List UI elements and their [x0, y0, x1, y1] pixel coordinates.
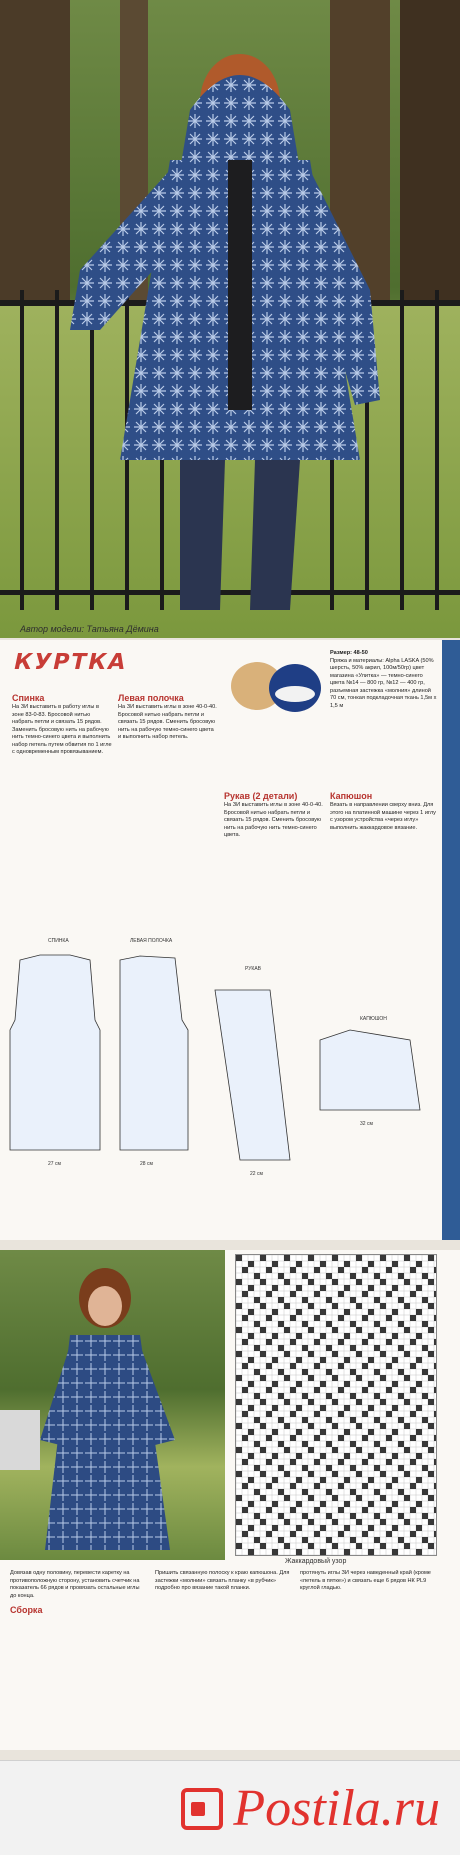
- yarn-image: [225, 648, 325, 718]
- diagram-back-width: 27 см: [48, 1161, 61, 1167]
- diagram-back-label: СПИНКА: [48, 938, 69, 944]
- author-line: Автор модели: Татьяна Дёмина: [20, 624, 159, 634]
- footer-brand: Postila.ru: [233, 1780, 440, 1837]
- page-title: КУРТКА: [11, 650, 130, 675]
- pattern-page: [0, 640, 460, 1240]
- diagram-front-width: 28 см: [140, 1161, 153, 1167]
- diagram-front-label: ЛЕВАЯ ПОЛОЧКА: [130, 938, 173, 944]
- model-figure: [60, 40, 390, 620]
- yarn-materials: Размер: 48-50 Пряжа и материалы: Alpha LASKA (50% шерсть, 50% акрил, 100м/50гр) цвет магазина «Улитка» — темно-синего цвета №14 — 800 гр, №12 — 400 гр, разъемная застежка «молния» длиной 70 см, тонкая подкладочная ткань 1,5м х 1,5 м: [330, 650, 437, 709]
- diagram-hood-width: 32 см: [360, 1121, 373, 1127]
- text-right: протянуть иглы ЗИ через наведенный край (кроме «петель в пятке») и связать еще 6 рядов НК PL9 круглой гладью.: [300, 1570, 431, 1592]
- footer-watermark: [0, 1760, 460, 1855]
- column-sleeve: Рукав (2 детали) На ЗИ выставить иглы в зоне 40-0-40. Бросовой нитью набрать петли и связать 15 рядов. Сменить бросовую нить на рабочую нить темно-синего цвета.: [224, 791, 323, 839]
- text-left: Довязав одну половину, перевести каретку на противоположную сторону, установить счетчик на показатель 66 рядов и провязать остальные иглы до конца. Сборка: [10, 1570, 145, 1616]
- postila-logo-icon: [181, 1788, 223, 1830]
- assembly-title: Сборка: [10, 1605, 43, 1616]
- column-hood: Капюшон Вязать в направлении сверху вниз. Для этого на платинной машине через 1 иглу с узором устройства «через иглу» выполнить жаккардовое вязание.: [330, 790, 438, 832]
- grid-caption: Жаккардовый узор: [285, 1558, 347, 1565]
- column-front: Левая полочка На ЗИ выставить иглы в зоне 40-0-40. Бросовой нитью набрать петли и связать 15 рядов. Сменить бросовую нить на рабочую темно-синего цвета и выполнить набор петель.: [118, 693, 217, 741]
- diagram-sleeve-label: РУКАВ: [245, 966, 261, 972]
- text-mid: Пришить связанную полоску к краю капюшона. Для застежки «молнии» связать планку «в рубчик» подробно про вязание такой планки.: [155, 1570, 290, 1592]
- jacquard-grid: [235, 1254, 437, 1556]
- diagram-hood-label: КАПЮШОН: [360, 1016, 387, 1022]
- top-photo: [0, 0, 460, 638]
- pattern-diagrams: [0, 930, 440, 1230]
- sleeve-title: Рукав (2 детали): [224, 791, 298, 801]
- front-title: Левая полочка: [118, 693, 184, 703]
- back-title: Спинка: [12, 693, 45, 703]
- column-back: Спинка На ЗИ выставить в работу иглы в зоне 83-0-83. Бросовой нитью набрать петли и связать 15 рядов. Заменить бросовую нить на рабочую нить темно-синего цвета и выполнить набор петель путем обвития по 1 игле с одновременным провязыванием.: [12, 693, 112, 756]
- second-photo: [0, 1250, 225, 1560]
- diagram-sleeve-width: 22 см: [250, 1171, 263, 1177]
- hood-title: Капюшон: [330, 791, 373, 801]
- grid-page: [0, 1250, 460, 1750]
